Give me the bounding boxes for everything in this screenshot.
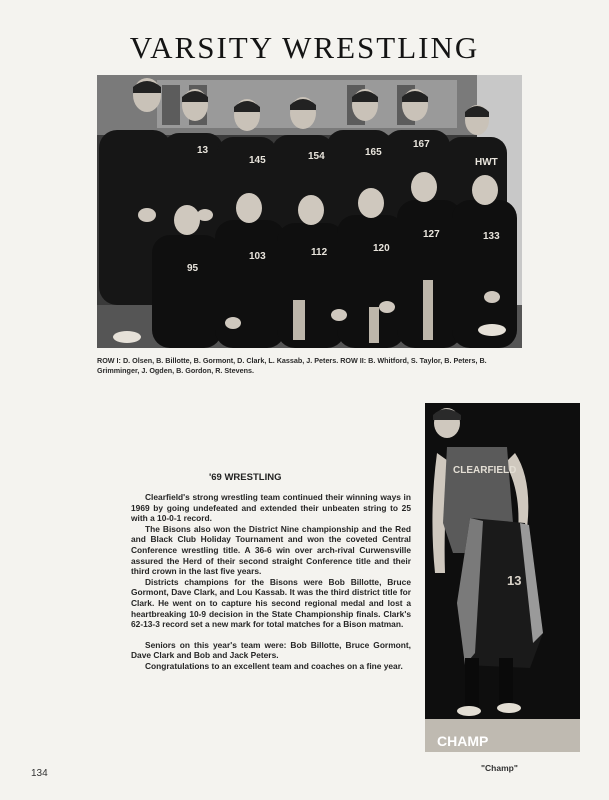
back-row-number: 145 [249, 155, 266, 166]
podium-text: CHAMP [437, 733, 489, 749]
article-paragraph: Congratulations to an excellent team and coaches on a fine year. [145, 660, 403, 671]
front-row-number: 133 [483, 231, 500, 242]
article-paragraph: The Bisons also won the District Nine championship and the Red and Black Club Holiday Tournament and won the coveted Central Conference wrestling title. A 36-6 win over arch-rival Curwensville assured the Herd of their second straight Conference title and their third crown in the last five years. [131, 523, 411, 577]
front-row-number: 103 [249, 251, 266, 262]
back-row-number: 154 [308, 151, 325, 162]
article-heading: '69 WRESTLING [209, 472, 282, 483]
team-photo [97, 75, 522, 348]
front-row-number: 127 [423, 229, 440, 240]
front-row-number: 120 [373, 243, 390, 254]
champ-photo-caption: "Champ" [481, 763, 518, 773]
back-row-number: 13 [197, 145, 209, 156]
article-paragraph: Seniors on this year's team were: Bob Billotte, Bruce Gormont, Dave Clark and Bob and Jack Peters. [131, 639, 411, 661]
page-number: 134 [31, 768, 48, 779]
page-title: VARSITY WRESTLING [129, 30, 480, 65]
front-row-number: 112 [311, 247, 328, 258]
front-row-number: 95 [187, 263, 199, 274]
back-row-number: HWT [475, 157, 498, 168]
singlet-text: CLEARFIELD [453, 465, 517, 476]
back-row-number: 167 [413, 139, 430, 150]
article-paragraph: Districts champions for the Bisons were Bob Billotte, Bruce Gormont, Dave Clark, and Lou Kassab. It was the third district title for Clark. He went on to capture his second regional medal and lost a heartbreaking 10-9 decision in the State Championship finals. Clark's 62-13-3 record set a new mark for total matches for a Bison matman. [131, 576, 411, 630]
champ-photo [425, 403, 580, 752]
article-body [131, 492, 411, 672]
back-row-number: 165 [365, 147, 382, 158]
jacket-number: 13 [507, 573, 522, 588]
article-paragraph: Clearfield's strong wrestling team continued their winning ways in 1969 by going undefeated and extended their unbeaten string to 25 with a 10-0-1 record. [131, 492, 411, 524]
team-photo-caption: ROW I: D. Olsen, B. Billotte, B. Gormont, D. Clark, L. Kassab, J. Peters. ROW II: B. Whitford, S. Taylor, B. Peters, B. Grimminger, J. Ogden, B. Gordon, R. Stevens. [97, 356, 487, 375]
